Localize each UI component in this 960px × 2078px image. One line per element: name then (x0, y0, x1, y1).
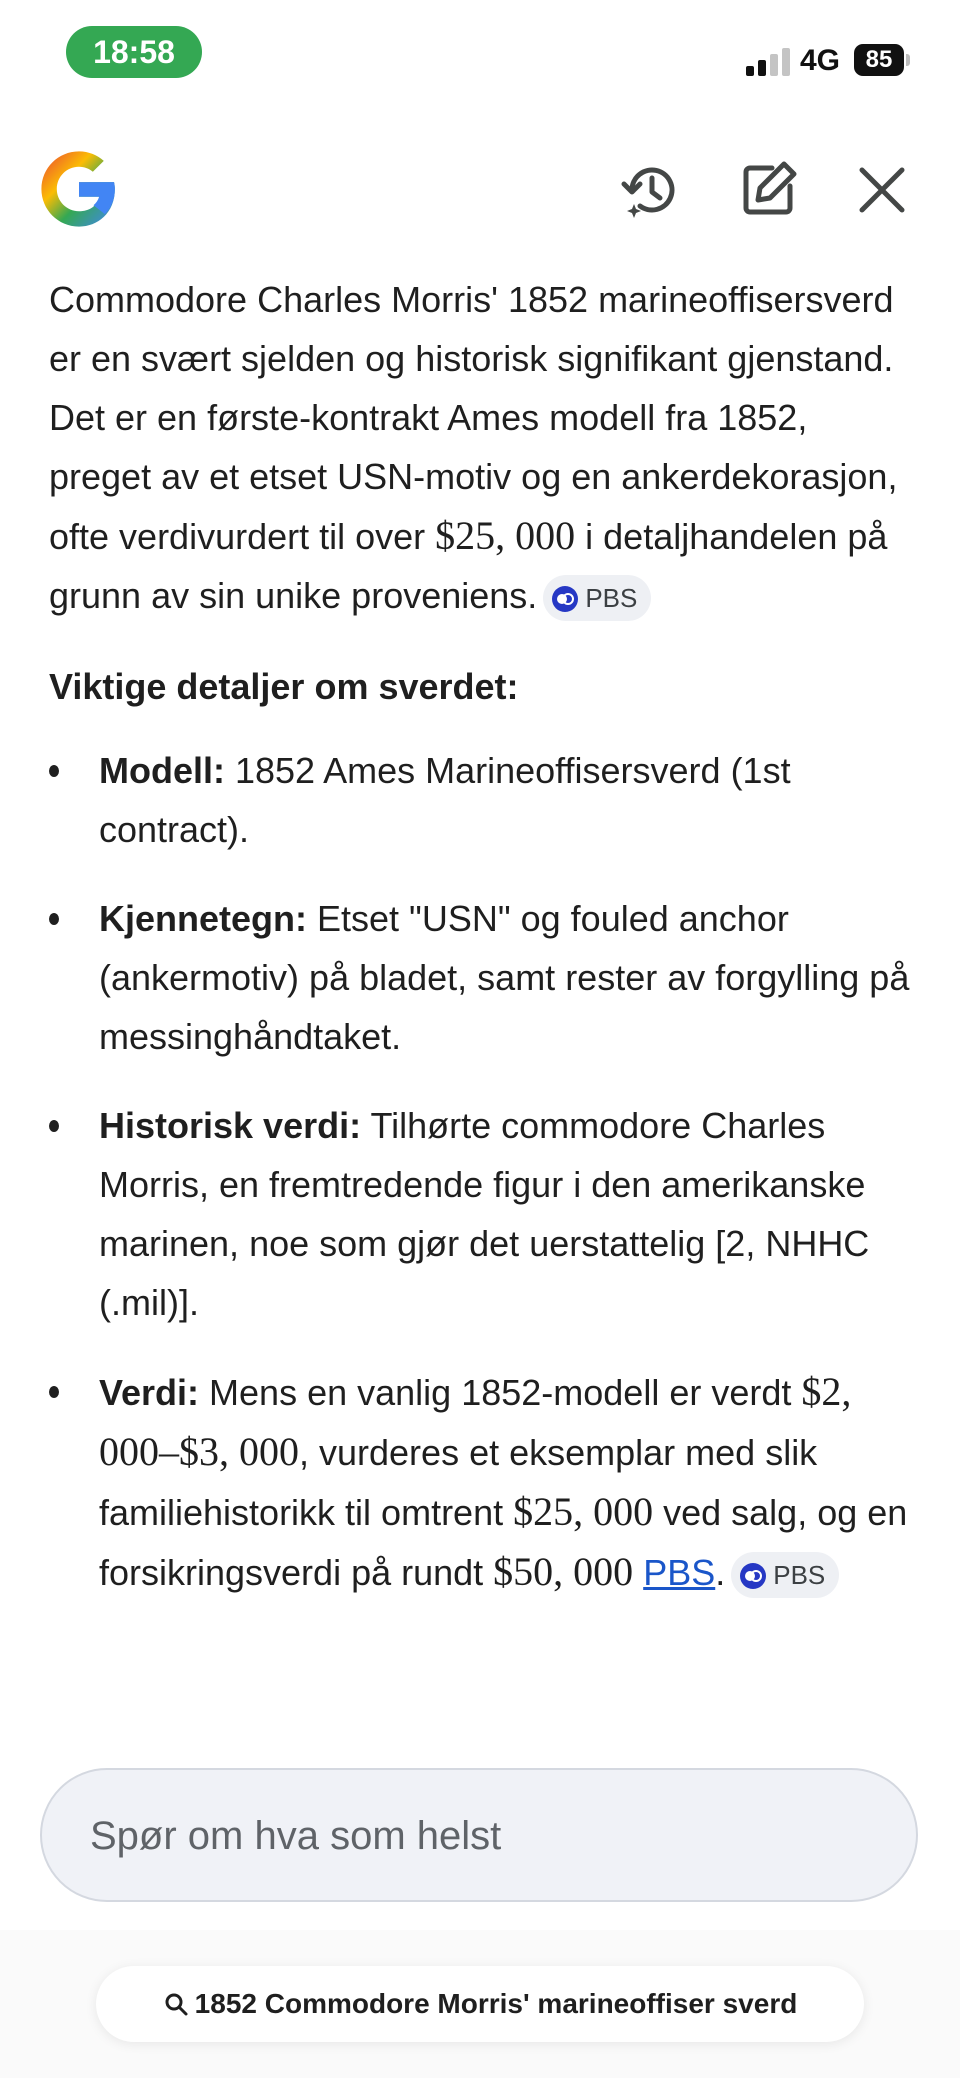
details-heading: Viktige detaljer om sverdet: (49, 666, 519, 707)
network-type: 4G (800, 44, 841, 77)
time-pill: 18:58 (66, 26, 202, 78)
edit-icon[interactable] (732, 154, 804, 226)
battery-tip (906, 54, 910, 66)
details-list (49, 741, 919, 1602)
bullet-icon (49, 1386, 59, 1398)
battery-icon: 85 (854, 44, 904, 76)
pbs-logo-icon (551, 585, 579, 613)
intro-paragraph: Commodore Charles Morris' 1852 marineoffisersverd er en svært sjelden og historisk signifikant gjenstand. Det er en første-kontrakt Ames modell fra 1852, preget av et etset USN-motiv og en ankerdekorasjon, ofte verdivurdert til over $25, 000 i detaljhandelen på grunn av sin unike proveniens. PBS (49, 270, 919, 625)
bullet-icon (49, 913, 59, 925)
ask-input[interactable] (88, 1770, 872, 1902)
app-header (0, 140, 960, 240)
answer-content (49, 270, 919, 1632)
cellular-signal-icon (746, 46, 790, 76)
search-icon (163, 1991, 189, 2017)
bullet-icon (49, 1120, 59, 1132)
source-chip-pbs[interactable]: PBS (543, 575, 651, 621)
bullet-icon (49, 765, 59, 777)
intro-value: $25, 000 (435, 513, 576, 558)
source-chip-pbs[interactable]: PBS (731, 1552, 839, 1598)
list-item: Kjennetegn: Etset "USN" og fouled anchor (ankermotiv) på bladet, samt rester av forgylling på messinghåndtaket. (49, 889, 919, 1066)
close-icon[interactable] (846, 154, 918, 226)
list-item: Historisk verdi: Tilhørte commodore Charles Morris, en fremtredende figur i den amerikanske marinen, noe som gjør det uerstattelig [2, NHHC (.mil)]. (49, 1096, 919, 1332)
search-query: 1852 Commodore Morris' marineoffiser sverd (194, 1988, 798, 2019)
list-item: Modell: 1852 Ames Marineoffisersverd (1st contract). (49, 741, 919, 859)
search-suggestion-chip[interactable] (96, 1966, 864, 2042)
list-item: Verdi: Mens en vanlig 1852-modell er verdt $2, 000–$3, 000, vurderes et eksemplar med slik familiehistorikk til omtrent $25, 000 ved salg, og en forsikringsverdi på rundt $50, 000 PBS. PBS (49, 1362, 919, 1602)
google-g-icon[interactable] (38, 148, 120, 230)
pbs-logo-icon (739, 1562, 767, 1590)
status-bar (0, 0, 960, 110)
ask-bar[interactable] (40, 1768, 918, 1902)
pbs-link[interactable]: PBS (643, 1552, 716, 1593)
history-sparkle-icon[interactable] (614, 154, 686, 226)
